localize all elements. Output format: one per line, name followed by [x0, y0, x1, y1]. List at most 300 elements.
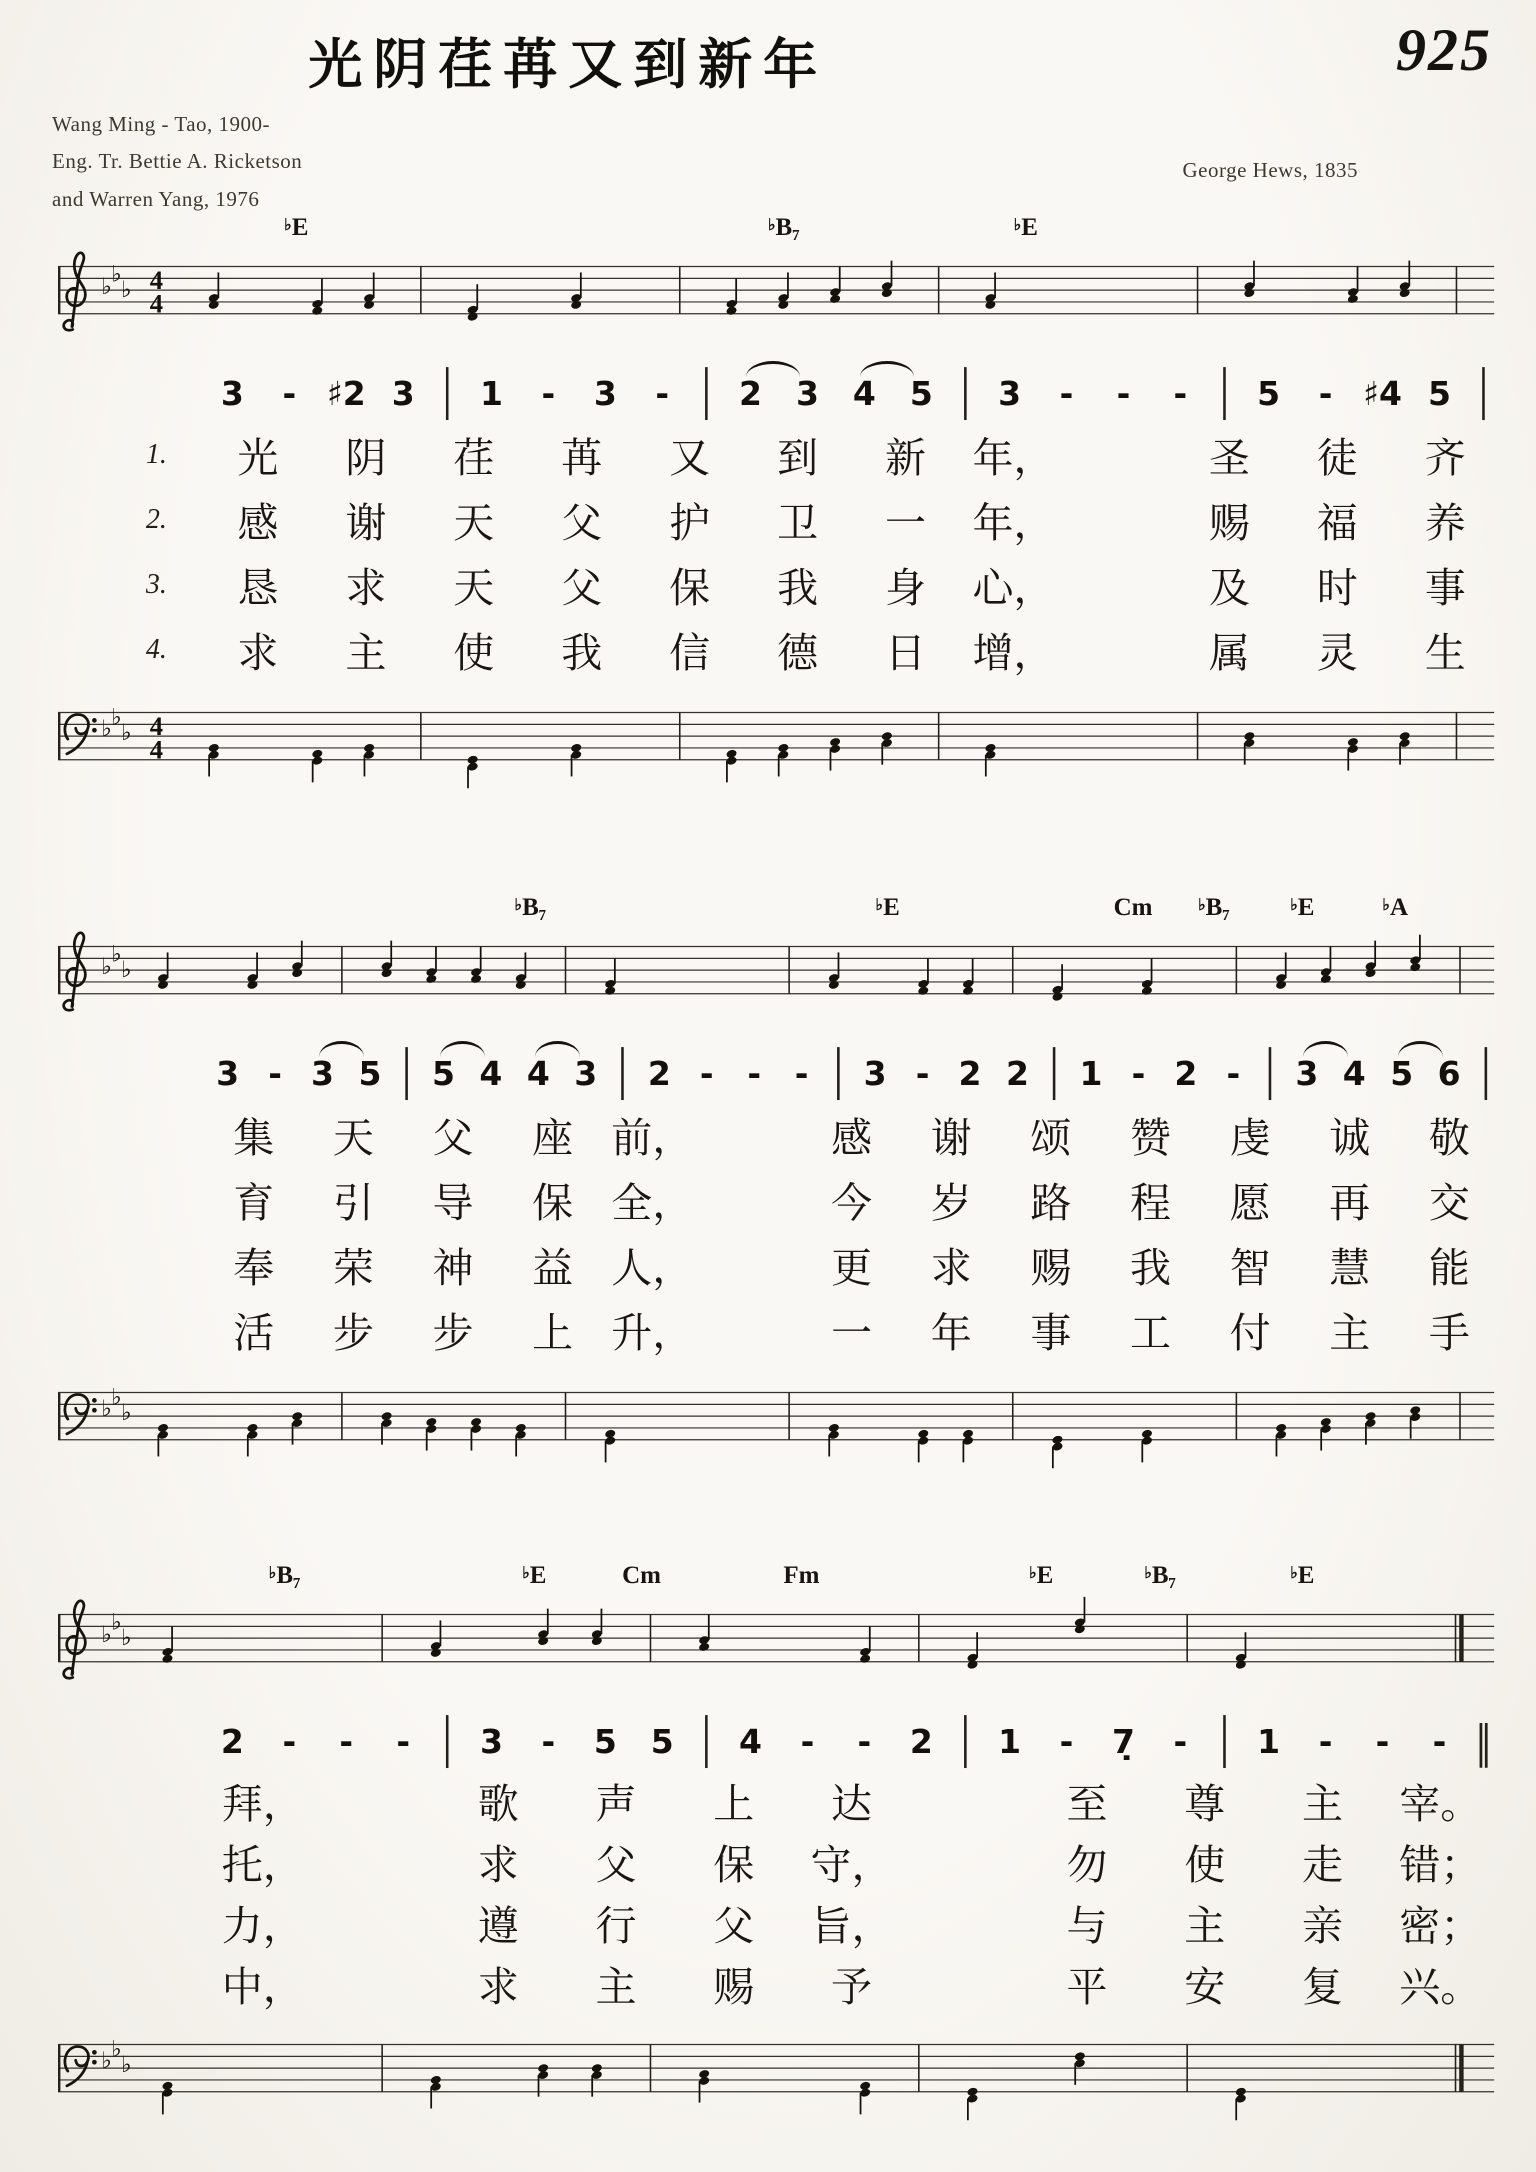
lyric-syllable: 年	[930, 1309, 972, 1357]
lyric-syllable	[910, 1832, 1028, 1891]
lyrics-verse-2	[0, 1831, 1536, 1892]
svg-text:♭: ♭	[121, 277, 132, 304]
jianpu-token: 2	[1174, 1053, 1198, 1093]
lyric-syllable	[322, 1771, 440, 1830]
chord-symbol: ♭E	[1029, 1562, 1054, 1589]
jianpu-token: 3	[479, 1721, 503, 1761]
lyric-syllable: 一	[831, 1309, 873, 1357]
lyric-syllable: 又	[669, 434, 711, 482]
jianpu-token: │	[955, 1714, 976, 1768]
jianpu-token: -	[747, 1053, 762, 1093]
jianpu-token: 6	[1437, 1053, 1461, 1093]
jianpu-line	[0, 364, 1536, 422]
music-system-2	[0, 878, 1536, 1476]
lyric-syllable: 手	[1428, 1309, 1470, 1357]
lyric-syllable: 座	[532, 1114, 574, 1162]
lyric-syllable: 荏	[453, 434, 495, 482]
svg-text:♭: ♭	[121, 1400, 132, 1427]
lyric-syllable: 赐	[713, 1963, 755, 2011]
svg-text:♭: ♭	[111, 941, 123, 968]
lyric-syllable: 我	[777, 564, 819, 612]
lyric-syllable: 德	[777, 629, 819, 677]
lyric-syllable: 予	[831, 1963, 873, 2011]
page-title: 光阴荏苒又到新年	[308, 33, 829, 96]
lyric-syllable: 程	[1129, 1179, 1171, 1227]
chord-symbol: ♭E	[1290, 1562, 1315, 1589]
lyric-syllable: 育	[233, 1179, 275, 1227]
lyric-syllable: 亲	[1302, 1902, 1344, 1950]
jianpu-token: │	[828, 1046, 849, 1100]
lyric-syllable: 日	[885, 629, 926, 677]
lyric-syllable: 荣	[332, 1244, 374, 1292]
chord-symbol: ♭B₇	[514, 894, 547, 921]
lyric-syllable: 至	[1066, 1780, 1108, 1828]
lyric-syllable: 走	[1302, 1841, 1344, 1889]
jianpu-tokens	[204, 1046, 1499, 1100]
lyric-syllable: 求	[930, 1244, 972, 1292]
lyric-syllable: 声	[595, 1780, 637, 1828]
jianpu-tokens	[204, 1714, 1499, 1768]
jianpu-token: 2	[1005, 1053, 1029, 1093]
svg-text:♭: ♭	[111, 261, 123, 288]
lyric-syllable: 赐	[1030, 1244, 1072, 1292]
jianpu-token: 5	[358, 1053, 382, 1093]
svg-text:♭: ♭	[101, 2048, 113, 2075]
chord-symbol: ♭E	[522, 1562, 547, 1589]
chord-symbol: ♭B₇	[268, 1562, 301, 1589]
chord-symbol: Cm	[1113, 894, 1153, 921]
chord-row	[0, 878, 1536, 924]
jianpu-token: 5	[593, 1721, 617, 1761]
jianpu-token: -	[268, 1053, 282, 1093]
lyric-syllable: 光	[237, 434, 279, 482]
lyric-syllable: 上	[713, 1780, 755, 1828]
svg-text:4: 4	[150, 734, 164, 765]
jianpu-token: 1	[998, 1721, 1022, 1761]
lyric-syllable: 颂	[1030, 1114, 1072, 1162]
bass-staff	[58, 1372, 1494, 1476]
lyric-syllable	[322, 1893, 440, 1952]
chord-symbol: Cm	[622, 1562, 661, 1589]
lyric-syllable: 护	[669, 499, 711, 547]
chord-symbol: ♭E	[284, 214, 309, 241]
hymn-number: 925	[1396, 17, 1492, 83]
lyric-syllable: 求	[477, 1963, 519, 2011]
jianpu-token: 3	[863, 1053, 887, 1093]
lyric-syllable: 拜，	[221, 1780, 304, 1828]
lyric-syllable: 人，	[611, 1244, 694, 1292]
lyric-syllable: 能	[1428, 1244, 1470, 1292]
lyric-syllable: 恳	[237, 564, 279, 612]
jianpu-token: │	[1214, 366, 1235, 420]
lyric-syllable: 到	[777, 434, 819, 482]
credit-line: Wang Ming - Tao, 1900-	[52, 112, 271, 136]
lyric-syllable: 保	[713, 1841, 755, 1889]
verse-number: 4.	[145, 633, 167, 665]
lyric-syllable: 新	[885, 434, 926, 482]
jianpu-token: │	[1214, 1714, 1235, 1768]
flat-icon: ♭	[1144, 1564, 1152, 1582]
chord-row	[0, 1546, 1536, 1592]
jianpu-token: 2	[909, 1721, 933, 1761]
jianpu-token: 3	[391, 373, 415, 413]
jianpu-token: -	[339, 1721, 354, 1761]
jianpu-token: │	[955, 366, 976, 420]
lyric-syllable	[322, 1832, 440, 1891]
jianpu-token: 4	[479, 1053, 503, 1093]
svg-text:♭: ♭	[101, 954, 113, 981]
jianpu-token: -	[282, 373, 297, 413]
lyric-syllable: 引	[332, 1179, 374, 1227]
lyric-syllable: 平	[1066, 1963, 1108, 2011]
jianpu-token: 2	[722, 374, 779, 413]
lyric-syllable: 托，	[221, 1841, 304, 1889]
jianpu-token: 4	[836, 374, 893, 413]
lyric-syllable: 错；	[1399, 1841, 1482, 1889]
lyric-syllable: 时	[1316, 564, 1358, 612]
lyric-syllable: 神	[432, 1244, 474, 1292]
lyric-syllable: 诚	[1329, 1114, 1371, 1162]
jianpu-token: │	[1475, 1046, 1496, 1100]
lyrics-verse-1	[0, 1102, 1536, 1167]
lyric-syllable: 属	[1208, 629, 1250, 677]
lyric-syllable: 再	[1329, 1179, 1371, 1227]
treble-staff	[58, 246, 1494, 350]
svg-text:♭: ♭	[111, 1609, 123, 1636]
jianpu-token: 1	[1079, 1053, 1103, 1093]
lyric-syllable: 保	[532, 1179, 574, 1227]
flat-icon: ♭	[1290, 896, 1298, 914]
credit-line: Eng. Tr. Bettie A. Ricketson	[52, 149, 303, 174]
jianpu-token: -	[1173, 1721, 1188, 1761]
jianpu-token: 2	[220, 1721, 244, 1761]
lyric-syllable: 复	[1302, 1963, 1344, 2011]
chord-symbol: ♭B₇	[1144, 1562, 1177, 1589]
jianpu-token: 3	[216, 1053, 240, 1093]
bass-staff	[58, 2024, 1494, 2128]
lyric-syllable: 保	[669, 564, 711, 612]
verse-number: 3.	[145, 568, 167, 600]
lyric-syllable: 达	[831, 1780, 873, 1828]
lyrics-verse-4	[0, 1297, 1536, 1362]
lyric-syllable: 使	[453, 629, 495, 677]
lyric-syllable: 更	[831, 1244, 873, 1292]
flat-icon: ♭	[1198, 896, 1206, 914]
jianpu-token: -	[794, 1053, 809, 1093]
lyrics-verse-4	[0, 617, 1536, 682]
lyric-syllable: 愿	[1229, 1179, 1271, 1227]
lyric-syllable	[702, 1105, 802, 1164]
lyric-syllable: 交	[1428, 1179, 1470, 1227]
lyric-syllable: 天	[453, 564, 495, 612]
lyrics-verse-2	[0, 487, 1536, 552]
lyric-syllable: 密；	[1399, 1902, 1482, 1950]
lyric-syllable: 谢	[345, 499, 387, 547]
lyric-syllable: 尊	[1184, 1780, 1226, 1828]
lyric-syllable: 年，	[972, 499, 1055, 547]
jianpu-tokens	[204, 366, 1499, 420]
jianpu-token: -	[1432, 1721, 1447, 1761]
lyric-syllable	[702, 1170, 802, 1229]
jianpu-token: -	[1318, 373, 1333, 413]
lyric-syllable: 奉	[233, 1244, 275, 1292]
lyric-syllable: 上	[532, 1309, 574, 1357]
verse-number: 2.	[145, 503, 167, 535]
chord-symbol: ♭B₇	[768, 214, 800, 241]
lyric-syllable: 主	[345, 629, 387, 677]
lyric-syllable: 歌	[477, 1780, 519, 1828]
chord-symbol: ♭E	[1290, 894, 1315, 921]
svg-text:♭: ♭	[111, 1384, 123, 1411]
lyric-syllable	[702, 1300, 802, 1359]
lyric-syllable: 虔	[1229, 1114, 1271, 1162]
jianpu-token: 3	[593, 373, 617, 413]
lyric-syllable: 生	[1424, 629, 1466, 677]
jianpu-token: -	[1226, 1053, 1241, 1093]
lyric-syllable: 徒	[1316, 434, 1358, 482]
svg-text:4: 4	[150, 288, 164, 319]
jianpu-token: -	[1059, 1721, 1074, 1761]
composer-credit: George Hews, 1835	[1182, 158, 1358, 182]
flat-icon: ♭	[522, 1564, 530, 1582]
lyric-syllable: 养	[1424, 499, 1466, 547]
jianpu-token: -	[699, 1053, 714, 1093]
lyric-syllable: 赐	[1208, 499, 1250, 547]
lyric-syllable: 中，	[221, 1963, 304, 2011]
lyric-syllable: 守，	[810, 1841, 893, 1889]
lyric-syllable: 灵	[1316, 629, 1358, 677]
jianpu-token: -	[1059, 373, 1074, 413]
jianpu-token: 5	[650, 1721, 674, 1761]
lyric-syllable: 一	[885, 499, 926, 547]
jianpu-token: │	[437, 1714, 458, 1768]
music-system-3	[0, 1546, 1536, 2128]
flat-icon: ♭	[875, 896, 884, 914]
svg-text:♭: ♭	[121, 720, 132, 747]
flat-icon: ♭	[1013, 216, 1022, 234]
jianpu-token: -	[1375, 1721, 1390, 1761]
svg-text:♭: ♭	[101, 716, 113, 743]
jianpu-token: │	[612, 1046, 633, 1100]
lyric-syllable: 天	[332, 1114, 374, 1162]
chord-symbol: ♭E	[1013, 214, 1038, 241]
lyric-syllable: 赞	[1129, 1114, 1171, 1162]
jianpu-token: 3	[1283, 1054, 1330, 1093]
lyrics-verse-1	[0, 422, 1536, 487]
jianpu-token: 4	[515, 1054, 562, 1093]
lyric-syllable	[1067, 425, 1175, 484]
lyric-syllable: 求	[345, 564, 387, 612]
jianpu-token: 3	[574, 1053, 598, 1093]
music-system-1	[0, 198, 1536, 796]
lyric-syllable: 父	[595, 1841, 637, 1889]
lyric-syllable	[702, 1235, 802, 1294]
lyric-syllable: 父	[561, 499, 603, 547]
svg-text:4: 4	[150, 711, 164, 742]
lyric-syllable: 圣	[1208, 434, 1250, 482]
lyric-syllable: 遵	[477, 1902, 519, 1950]
lyric-syllable: 步	[332, 1309, 374, 1357]
lyric-syllable: 勿	[1066, 1841, 1108, 1889]
lyric-syllable: 宰。	[1399, 1780, 1482, 1828]
lyric-syllable: 福	[1316, 499, 1358, 547]
bass-staff	[58, 692, 1494, 796]
lyric-syllable: 身	[885, 564, 926, 612]
lyric-syllable	[910, 1771, 1028, 1830]
lyric-syllable	[1067, 490, 1175, 549]
svg-text:♭: ♭	[111, 704, 123, 731]
jianpu-token: ♯2	[326, 373, 366, 413]
lyric-syllable: 全，	[611, 1179, 694, 1227]
lyric-syllable: 安	[1184, 1963, 1226, 2011]
jianpu-token: 5	[909, 373, 933, 413]
lyric-syllable: 兴。	[1399, 1963, 1482, 2011]
jianpu-token: 5	[420, 1054, 467, 1093]
chord-symbol: ♭B₇	[1198, 894, 1230, 921]
lyric-syllable: 与	[1066, 1902, 1108, 1950]
lyric-syllable: 我	[1129, 1244, 1171, 1292]
flat-icon: ♭	[1290, 1564, 1298, 1582]
chord-row	[0, 198, 1536, 244]
lyric-syllable: 增，	[972, 629, 1055, 677]
jianpu-token: 3	[795, 373, 819, 413]
jianpu-token: -	[915, 1053, 930, 1093]
jianpu-token: ‖	[1475, 1714, 1492, 1768]
lyric-syllable: 岁	[930, 1179, 972, 1227]
lyric-syllable: 事	[1030, 1309, 1072, 1357]
jianpu-token: 3	[998, 373, 1022, 413]
svg-text:4: 4	[150, 265, 164, 296]
lyrics-verse-1	[0, 1770, 1536, 1831]
jianpu-token: 4	[1342, 1053, 1366, 1093]
lyric-syllable: 阴	[345, 434, 387, 482]
lyric-syllable	[910, 1893, 1028, 1952]
lyric-syllable: 主	[1184, 1902, 1226, 1950]
lyric-syllable: 路	[1030, 1179, 1072, 1227]
lyric-syllable: 主	[1302, 1780, 1344, 1828]
flat-icon: ♭	[268, 1564, 277, 1582]
jianpu-token: 1	[1257, 1721, 1281, 1761]
lyrics-verse-4	[0, 1953, 1536, 2014]
jianpu-token: -	[541, 373, 556, 413]
lyric-syllable: 旨，	[810, 1902, 893, 1950]
credit-line: and Warren Yang, 1976	[52, 186, 260, 211]
jianpu-token: ♯4	[1363, 373, 1402, 413]
lyric-syllable: 父	[713, 1902, 755, 1950]
jianpu-token: │	[696, 366, 717, 420]
jianpu-token: -	[800, 1721, 815, 1761]
svg-text:♭: ♭	[121, 1625, 132, 1652]
jianpu-token: -	[655, 373, 670, 413]
jianpu-token: │	[1473, 366, 1494, 420]
jianpu-token: 4	[739, 1721, 762, 1761]
lyric-syllable: 父	[432, 1114, 474, 1162]
jianpu-token: 5	[1257, 373, 1281, 413]
chord-symbol: ♭E	[875, 894, 900, 921]
lyric-syllable: 前，	[611, 1114, 694, 1162]
lyric-syllable: 工	[1129, 1309, 1171, 1357]
lyric-syllable: 活	[233, 1309, 275, 1357]
lyric-syllable	[1067, 555, 1175, 614]
lyric-syllable	[910, 1954, 1028, 2013]
jianpu-token: 3	[299, 1054, 346, 1093]
lyric-syllable: 益	[532, 1244, 574, 1292]
lyric-syllable	[1067, 620, 1175, 679]
flat-icon: ♭	[514, 896, 523, 914]
jianpu-token: 3	[220, 373, 244, 413]
svg-text:♭: ♭	[111, 2036, 123, 2063]
lyric-syllable: 敬	[1428, 1114, 1470, 1162]
svg-text:♭: ♭	[101, 1396, 113, 1423]
lyric-syllable: 信	[669, 629, 711, 677]
svg-text:♭: ♭	[101, 274, 113, 301]
lyric-syllable: 齐	[1424, 434, 1466, 482]
lyric-syllable: 导	[432, 1179, 474, 1227]
jianpu-token: 7̣	[1111, 1721, 1135, 1761]
svg-text:♭: ♭	[101, 1622, 113, 1649]
lyric-syllable: 事	[1424, 564, 1466, 612]
lyric-syllable: 谢	[930, 1114, 972, 1162]
jianpu-token: -	[857, 1721, 872, 1761]
jianpu-line	[0, 1712, 1536, 1770]
lyric-syllable: 步	[432, 1309, 474, 1357]
flat-icon: ♭	[768, 216, 776, 234]
jianpu-token: -	[396, 1721, 411, 1761]
verse-number: 1.	[145, 438, 167, 470]
jianpu-token: -	[1318, 1721, 1333, 1761]
lyric-syllable: 年，	[972, 434, 1055, 482]
svg-text:♭: ♭	[121, 2052, 132, 2079]
lyric-syllable: 行	[595, 1902, 637, 1950]
jianpu-token: 5	[1378, 1054, 1425, 1093]
jianpu-token: │	[396, 1046, 417, 1100]
treble-staff	[58, 1594, 1494, 1698]
lyrics-verse-3	[0, 552, 1536, 617]
flat-icon: ♭	[1029, 1564, 1037, 1582]
jianpu-token: -	[282, 1721, 297, 1761]
lyric-syllable: 使	[1184, 1841, 1226, 1889]
chord-symbol: Fm	[783, 1562, 820, 1589]
lyrics-verse-3	[0, 1232, 1536, 1297]
lyric-syllable: 苒	[561, 434, 603, 482]
jianpu-token: │	[696, 1714, 717, 1768]
jianpu-token: -	[1131, 1053, 1146, 1093]
lyric-syllable: 主	[1329, 1309, 1371, 1357]
lyrics-verse-2	[0, 1167, 1536, 1232]
lyric-syllable: 父	[561, 564, 603, 612]
lyric-syllable	[322, 1954, 440, 2013]
jianpu-token: │	[437, 366, 458, 420]
chord-symbol: ♭A	[1382, 894, 1408, 921]
lyrics-verse-3	[0, 1892, 1536, 1953]
lyric-syllable: 慧	[1329, 1244, 1371, 1292]
lyric-syllable: 感	[831, 1114, 873, 1162]
lyric-syllable: 天	[453, 499, 495, 547]
lyric-syllable: 感	[237, 499, 279, 547]
lyric-syllable: 集	[233, 1114, 275, 1162]
jianpu-line	[0, 1044, 1536, 1102]
lyric-syllable: 付	[1229, 1309, 1271, 1357]
flat-icon: ♭	[284, 216, 292, 234]
jianpu-token: 1	[479, 373, 503, 413]
flat-icon: ♭	[1382, 896, 1390, 914]
lyric-syllable: 求	[237, 629, 279, 677]
jianpu-token: 2	[647, 1053, 671, 1093]
jianpu-token: -	[1116, 373, 1131, 413]
jianpu-token: 2	[958, 1053, 982, 1093]
jianpu-token: -	[1173, 373, 1188, 413]
jianpu-token: │	[1044, 1046, 1065, 1100]
